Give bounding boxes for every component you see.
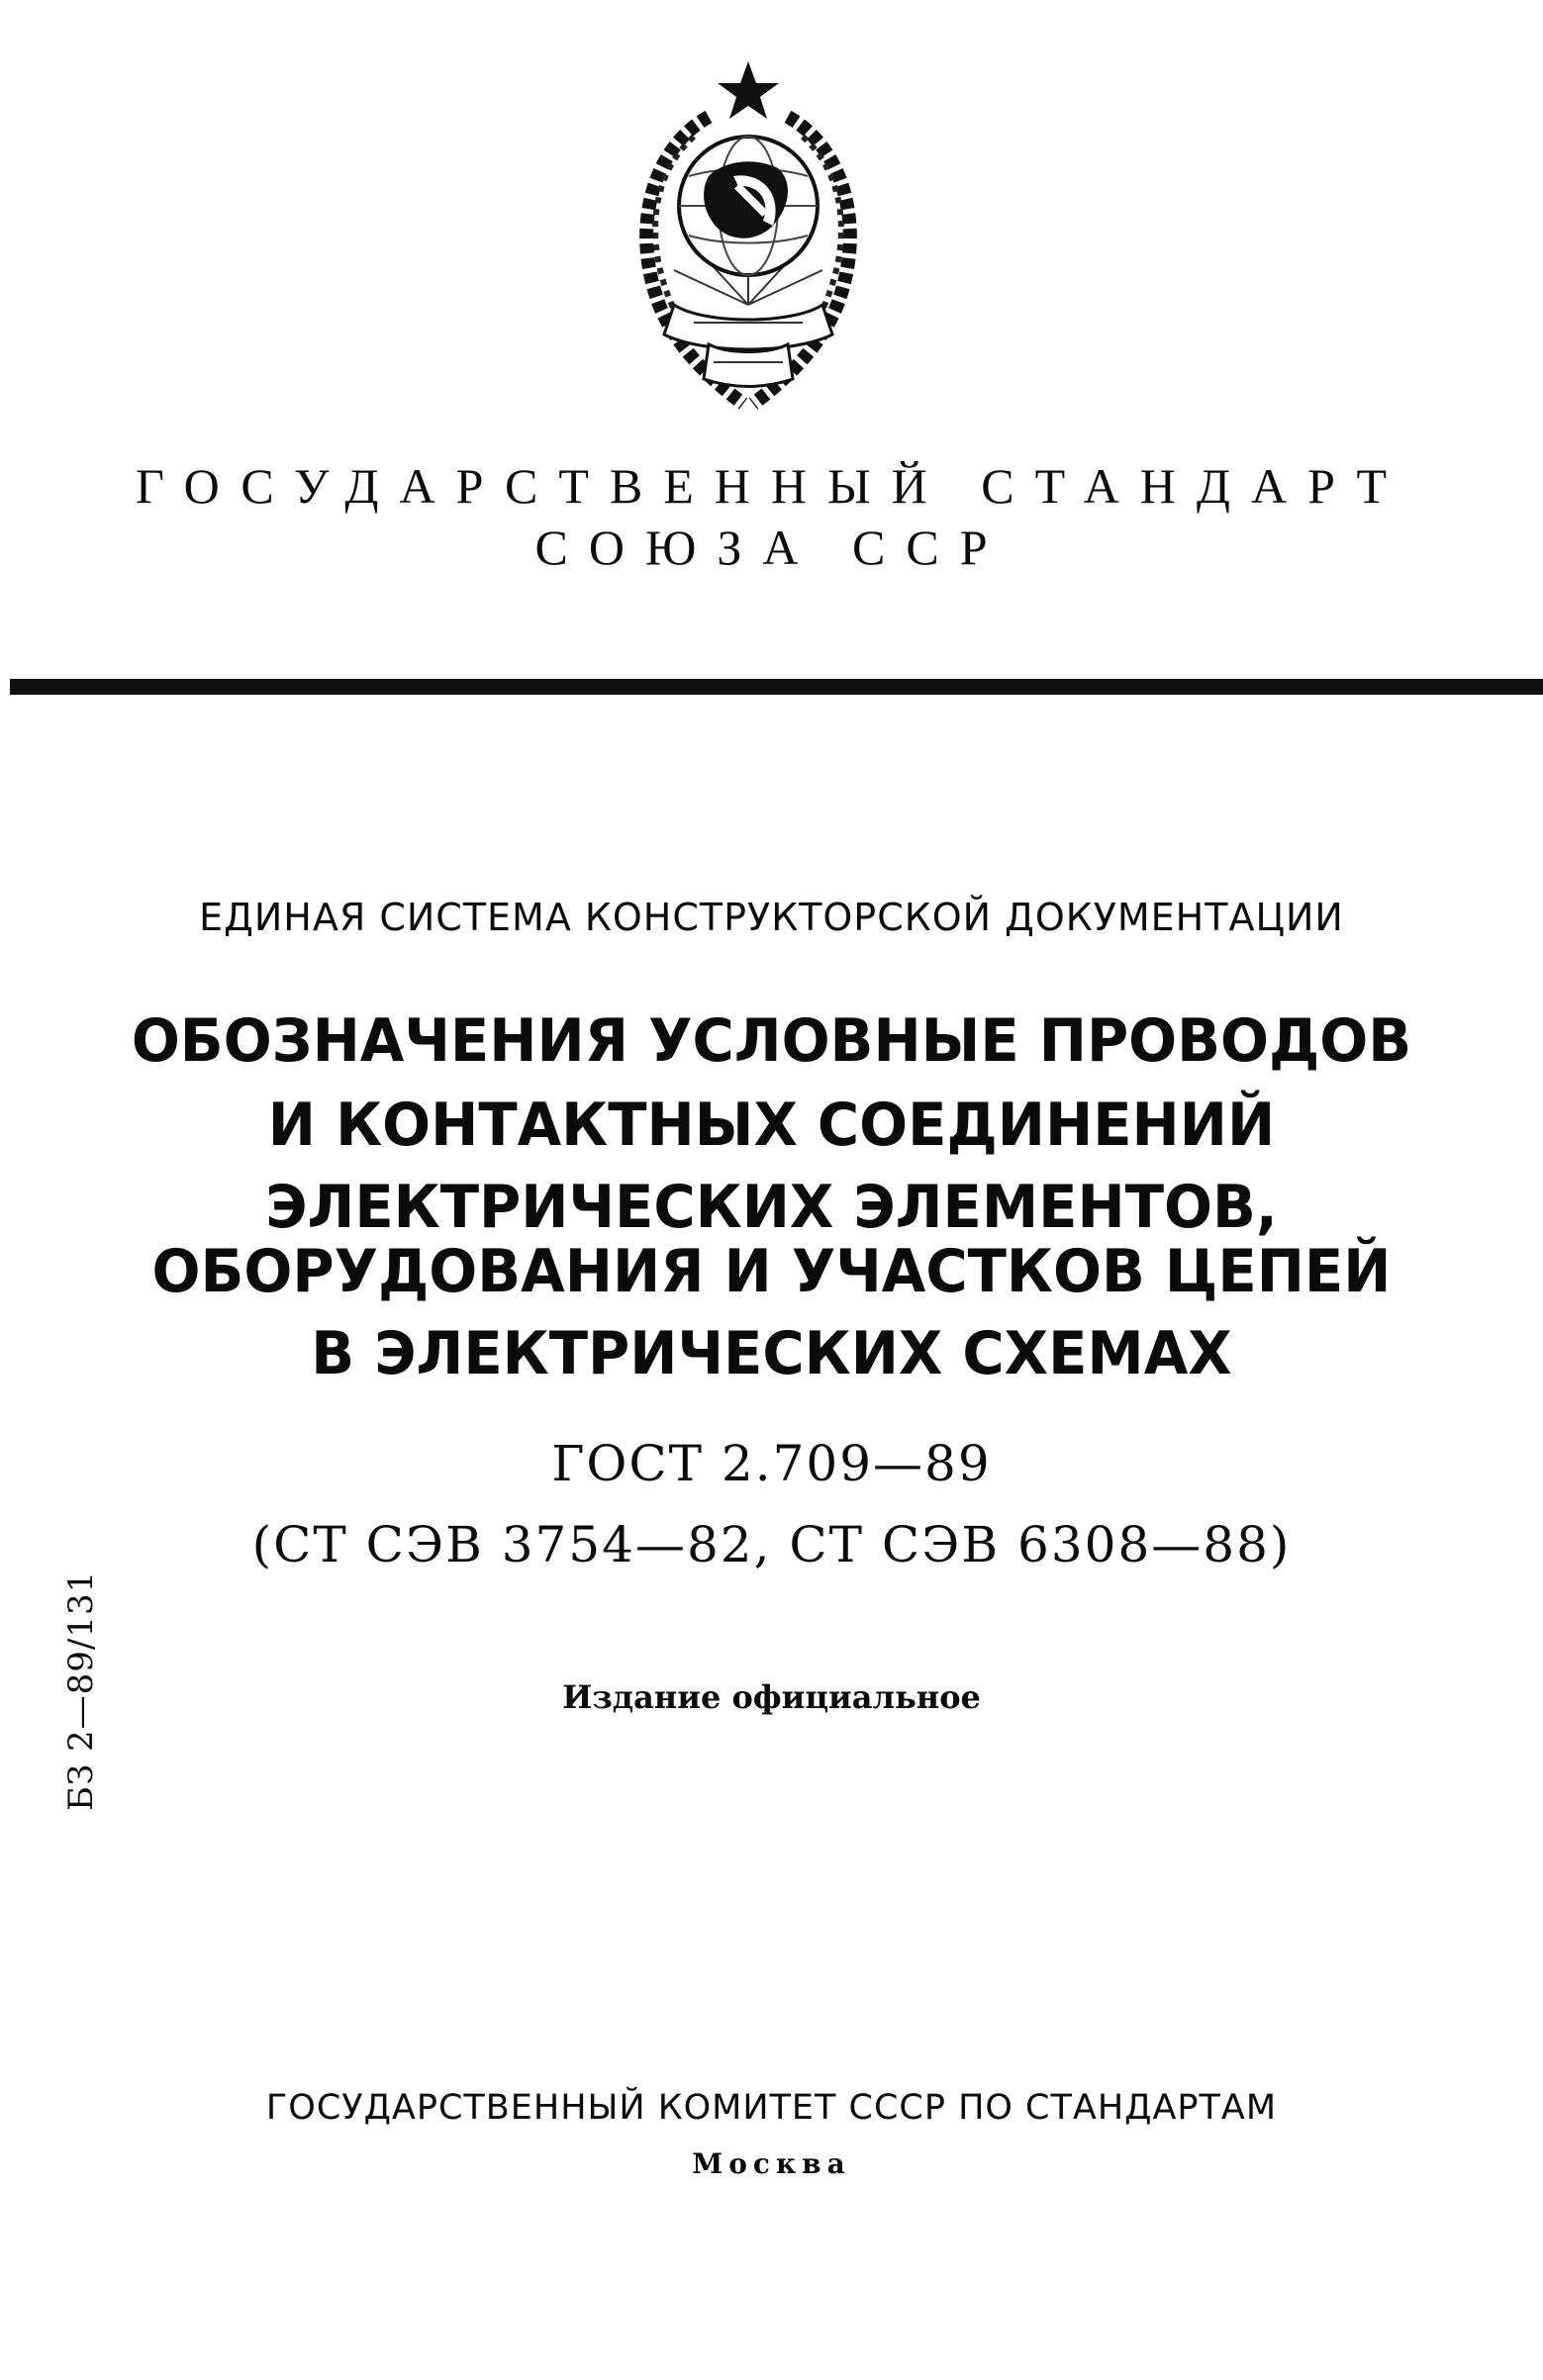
edition-label: Издание официальное [562, 1678, 981, 1716]
title-line-1: ОБОЗНАЧЕНИЯ УСЛОВНЫЕ ПРОВОДОВ [131, 1006, 1412, 1076]
header-line-2: СОЮЗА ССР [534, 520, 1009, 575]
sev-standards: (СТ СЭВ 3754—82, СТ СЭВ 6308—88) [251, 1516, 1292, 1573]
side-code: БЗ 2—89/131 [61, 1570, 101, 1811]
header-line-1: ГОСУДАРСТВЕННЫЙ СТАНДАРТ [135, 458, 1408, 514]
publisher-committee: ГОСУДАРСТВЕННЫЙ КОМИТЕТ СССР ПО СТАНДАРТАМ [265, 2088, 1278, 2128]
horizontal-divider [10, 679, 1543, 695]
system-title: ЕДИНАЯ СИСТЕМА КОНСТРУКТОРСКОЙ ДОКУМЕНТАЦИИ [199, 896, 1344, 939]
publisher-city: Москва [692, 2147, 851, 2180]
title-line-5: В ЭЛЕКТРИЧЕСКИХ СХЕМАХ [311, 1319, 1232, 1388]
title-line-4: ОБОРУДОВАНИЯ И УЧАСТКОВ ЦЕПЕЙ [151, 1237, 1392, 1306]
ussr-coat-of-arms-icon [615, 57, 882, 424]
title-line-2: И КОНТАКТНЫХ СОЕДИНЕНИЙ [267, 1091, 1276, 1160]
star-icon [718, 61, 779, 119]
gost-number: ГОСТ 2.709—89 [551, 1435, 992, 1492]
title-line-3: ЭЛЕКТРИЧЕСКИХ ЭЛЕМЕНТОВ, [265, 1173, 1278, 1242]
